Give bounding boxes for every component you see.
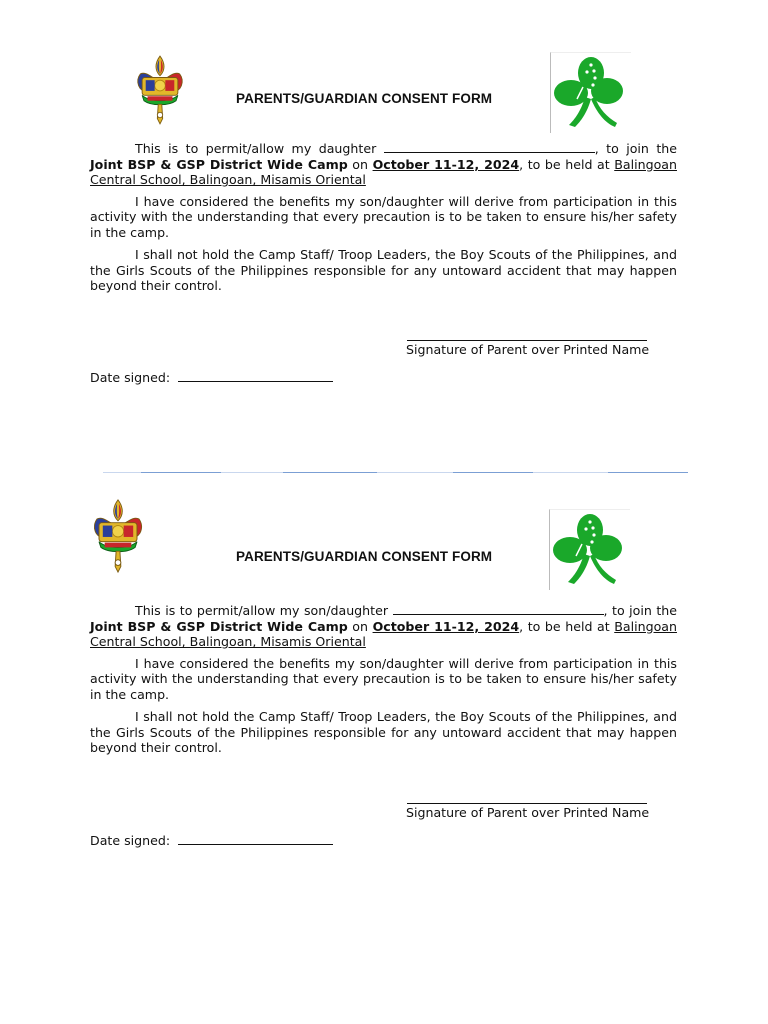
child-name-blank[interactable] — [393, 603, 604, 615]
event-date: October 11-12, 2024 — [372, 618, 520, 634]
bsp-emblem-icon — [90, 498, 146, 574]
signature-line[interactable] — [407, 803, 647, 804]
liability-paragraph: I shall not hold the Camp Staff/ Troop Leaders, the Boy Scouts of the Philippines, and the Girls Scouts of the Philippines responsible for any untoward accident that may happen beyond their control. — [90, 709, 677, 755]
date-signed-label: Date signed: — [90, 370, 171, 385]
permission-paragraph — [90, 603, 677, 650]
on-text: on — [347, 156, 373, 172]
join-text: , to join the — [603, 603, 677, 618]
date-signed-blank[interactable] — [178, 833, 333, 845]
gsp-trefoil-icon — [550, 52, 631, 133]
form-body — [90, 141, 677, 301]
date-signed-row — [90, 833, 333, 848]
join-text: , to join the — [594, 141, 677, 156]
liability-paragraph: I shall not hold the Camp Staff/ Troop Leaders, the Boy Scouts of the Philippines, and the Girls Scouts of the Philippines responsible for any untoward accident that may happen beyond their control. — [90, 247, 677, 293]
held-at-text: , to be held at — [519, 618, 615, 634]
event-venue: Balingoan Central School, Balingoan, Misamis Oriental — [90, 618, 677, 649]
bsp-emblem-icon — [135, 52, 185, 128]
event-name: Joint BSP & GSP District Wide Camp — [90, 618, 348, 634]
on-text: on — [347, 618, 373, 634]
consent-form-bottom — [0, 463, 768, 903]
permission-paragraph — [90, 141, 677, 188]
signature-label: Signature of Parent over Printed Name — [406, 805, 650, 820]
signature-line[interactable] — [407, 340, 647, 341]
gsp-trefoil-icon — [549, 509, 630, 590]
event-date: October 11-12, 2024 — [372, 156, 520, 172]
consent-form-top — [0, 0, 768, 440]
benefits-paragraph: I have considered the benefits my son/daughter will derive from participation in this activity with the understanding that every precaution is to be taken to ensure his/her safety in the camp. — [90, 655, 677, 702]
permission-text: This is to permit/allow my son/daughter — [135, 603, 393, 618]
held-at-text: , to be held at — [519, 156, 615, 172]
form-title: PARENTS/GUARDIAN CONSENT FORM — [236, 549, 493, 564]
event-venue: Balingoan Central School, Balingoan, Misamis Oriental — [90, 156, 677, 187]
signature-label: Signature of Parent over Printed Name — [406, 342, 650, 357]
event-name: Joint BSP & GSP District Wide Camp — [90, 156, 348, 172]
form-body — [90, 603, 677, 763]
benefits-paragraph: I have considered the benefits my son/daughter will derive from participation in this activity with the understanding that every precaution is to be taken to ensure his/her safety in the camp. — [90, 193, 677, 240]
date-signed-label: Date signed: — [90, 833, 171, 848]
date-signed-blank[interactable] — [178, 370, 333, 382]
date-signed-row — [90, 370, 333, 385]
child-name-blank[interactable] — [384, 141, 595, 153]
form-title: PARENTS/GUARDIAN CONSENT FORM — [236, 91, 493, 106]
permission-text: This is to permit/allow my daughter — [135, 141, 384, 156]
